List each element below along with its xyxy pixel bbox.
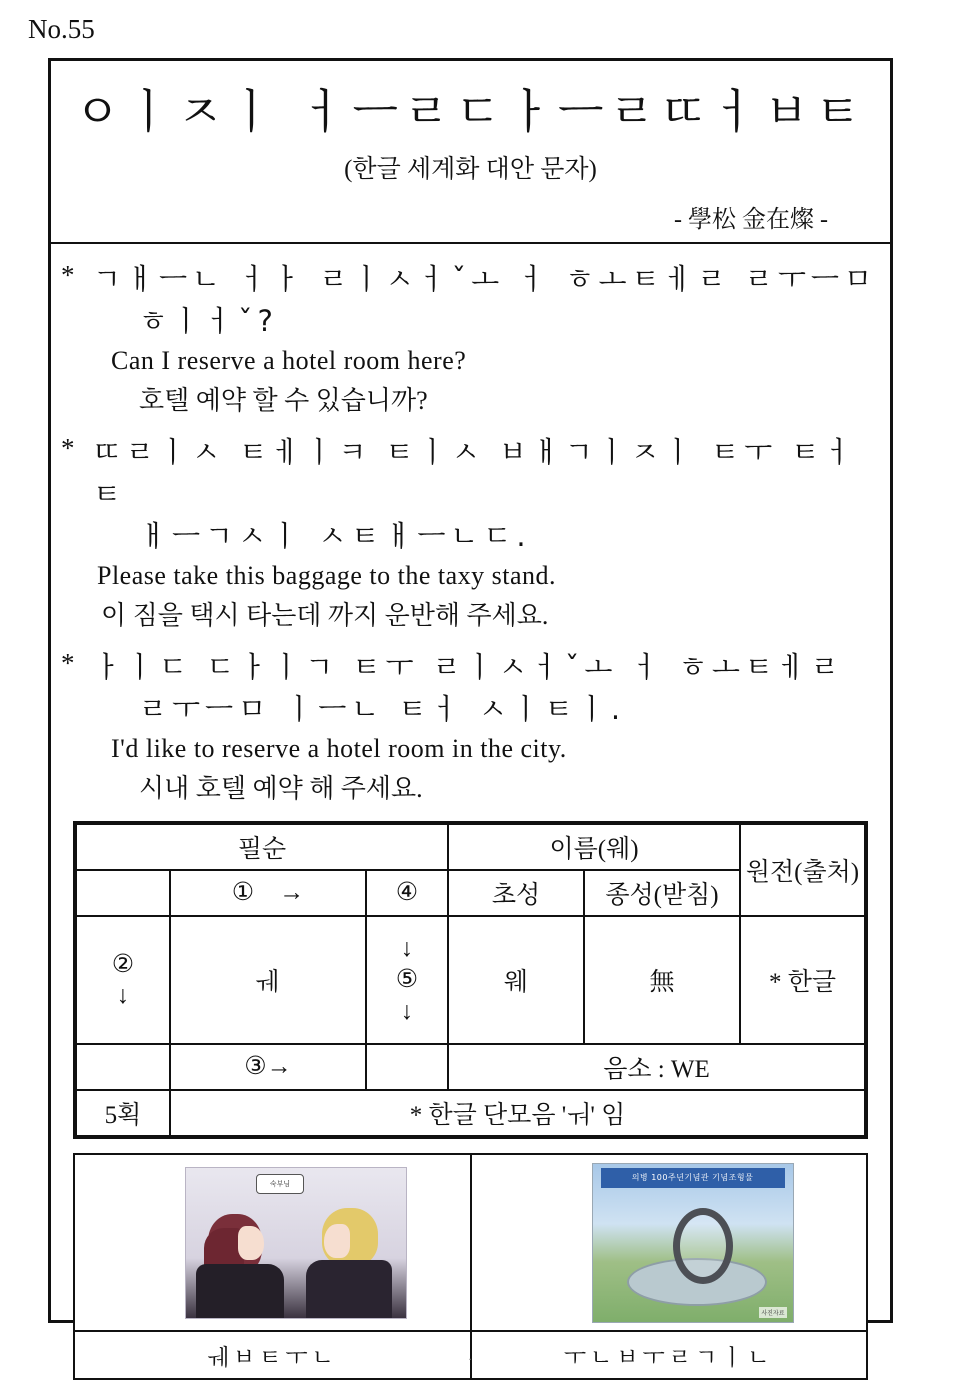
content-frame bbox=[48, 58, 893, 1371]
entry-korean: 호텔 예약 할 수 있습니까? bbox=[139, 385, 428, 415]
table-row bbox=[76, 824, 865, 870]
cell-empty-right bbox=[366, 1044, 448, 1090]
page-title: ㅇㅣㅈㅣ ㅓㅡㄹㄷㅏㅡㄹㄸㅓㅂㅌ bbox=[74, 85, 867, 140]
photo-banner-text: 의병 100주년기념관 기념조형물 bbox=[601, 1168, 785, 1188]
bullet-star: * bbox=[61, 259, 75, 290]
cell-order-4: ④ bbox=[366, 870, 448, 916]
character-left-body bbox=[196, 1264, 284, 1318]
entry-english: Can I reserve a hotel room here? bbox=[111, 345, 467, 375]
entry-korean: 시내 호텔 예약 해 주세요. bbox=[139, 774, 423, 804]
header-name: 이름(웨) bbox=[448, 824, 740, 870]
entry-script-line-1: ㄸㄹㅣㅅ ㅌㅔㅣㅋ ㅌㅣㅅ ㅂㅐㄱㅣㅈㅣ ㅌㅜ ㅌㅓ ㅌ bbox=[93, 434, 858, 511]
name-final-value: 無 bbox=[584, 916, 740, 1044]
header-initial: 초성 bbox=[448, 870, 584, 916]
entry-list bbox=[51, 258, 890, 805]
arrow-right-icon: → bbox=[279, 879, 305, 907]
cell-order-2 bbox=[76, 916, 170, 1044]
speech-bubble: 숙부님 bbox=[256, 1174, 304, 1194]
arrow-down-icon: ↓ bbox=[400, 935, 414, 963]
cell-order-1 bbox=[170, 870, 366, 916]
header-divider bbox=[51, 242, 890, 244]
entry-item bbox=[51, 258, 890, 417]
entry-script-line-1: ㅏㅣㄷ ㄷㅏㅣㄱ ㅌㅜ ㄹㅣㅅㅓˇㅗ ㅓ ㅎㅗㅌㅔㄹ bbox=[93, 649, 844, 684]
figure-caption-1: ㅞㅂㅌㅜㄴ bbox=[75, 1332, 472, 1378]
name-initial-value: 웨 bbox=[448, 916, 584, 1044]
entry-korean: 이 짐을 택시 타는데 까지 운반해 주세요. bbox=[101, 600, 549, 630]
entry-script-line-2: ㅎㅣㅓˇ? bbox=[139, 303, 278, 338]
arrow-down-icon: ↓ bbox=[116, 982, 130, 1010]
figure-cell-webtoon bbox=[75, 1155, 472, 1330]
monument-photo bbox=[592, 1163, 794, 1323]
header-final: 종성(받침) bbox=[584, 870, 740, 916]
entry-item bbox=[51, 431, 890, 632]
order-mark-2: ② bbox=[111, 950, 135, 978]
author-byline: - 學松 金在燦 - bbox=[674, 206, 828, 233]
entry-script-line-2: ㄹㅜㅡㅁ ㅣㅡㄴ ㅌㅓ ㅅㅣㅌㅣ. bbox=[139, 691, 626, 726]
table-row bbox=[76, 1090, 865, 1136]
figure-row bbox=[73, 1153, 868, 1332]
cell-order-5 bbox=[366, 916, 448, 1044]
header-stroke-order: 필순 bbox=[76, 824, 448, 870]
figure-caption-2: ㅜㄴㅂㅜㄹㄱㅣㄴ bbox=[563, 1344, 774, 1371]
bottom-mark: · bbox=[468, 1352, 472, 1366]
phoneme-value: 음소 : WE bbox=[448, 1044, 865, 1090]
figure-cell-monument bbox=[472, 1155, 867, 1330]
webtoon-illustration bbox=[185, 1167, 407, 1319]
entry-english: I'd like to reserve a hotel room in the city. bbox=[111, 734, 567, 764]
character-left-face bbox=[238, 1226, 264, 1260]
entry-script-line-1: ㄱㅐㅡㄴ ㅓㅏ ㄹㅣㅅㅓˇㅗ ㅓ ㅎㅗㅌㅔㄹ ㄹㅜㅡㅁ bbox=[93, 261, 877, 296]
character-right-body bbox=[306, 1260, 392, 1318]
monument-ring bbox=[673, 1208, 733, 1284]
bullet-star: * bbox=[61, 432, 75, 463]
page-subtitle: (한글 세계화 대안 문자) bbox=[344, 155, 597, 183]
entry-item bbox=[51, 646, 890, 805]
glyph-info-table bbox=[73, 821, 868, 1139]
bullet-star: * bbox=[61, 647, 75, 678]
order-mark-5: ⑤ bbox=[395, 966, 419, 994]
glyph-display: ㅞ bbox=[170, 916, 366, 1044]
table-row bbox=[76, 916, 865, 1044]
entry-script-line-2: ㅐㅡㄱㅅㅣ ㅅㅌㅐㅡㄴㄷ. bbox=[139, 518, 531, 553]
page-number: No.55 bbox=[28, 14, 95, 44]
photo-tag: 사진자료 bbox=[759, 1307, 786, 1318]
table-note: * 한글 단모음 'ㅝ' 임 bbox=[170, 1090, 865, 1136]
cell-empty-left-2 bbox=[76, 1044, 170, 1090]
table-row bbox=[76, 1044, 865, 1090]
header-origin: 원전(출처) bbox=[740, 824, 865, 916]
origin-value: * 한글 bbox=[740, 916, 865, 1044]
cell-empty-left bbox=[76, 870, 170, 916]
entry-english: Please take this baggage to the taxy stand. bbox=[97, 560, 557, 590]
stroke-count-value: 5획 bbox=[76, 1090, 170, 1136]
character-right-face bbox=[324, 1224, 350, 1258]
order-mark-1: ① bbox=[231, 879, 255, 907]
arrow-down-icon: ↓ bbox=[400, 997, 414, 1025]
cell-order-3: ③→ bbox=[170, 1044, 366, 1090]
